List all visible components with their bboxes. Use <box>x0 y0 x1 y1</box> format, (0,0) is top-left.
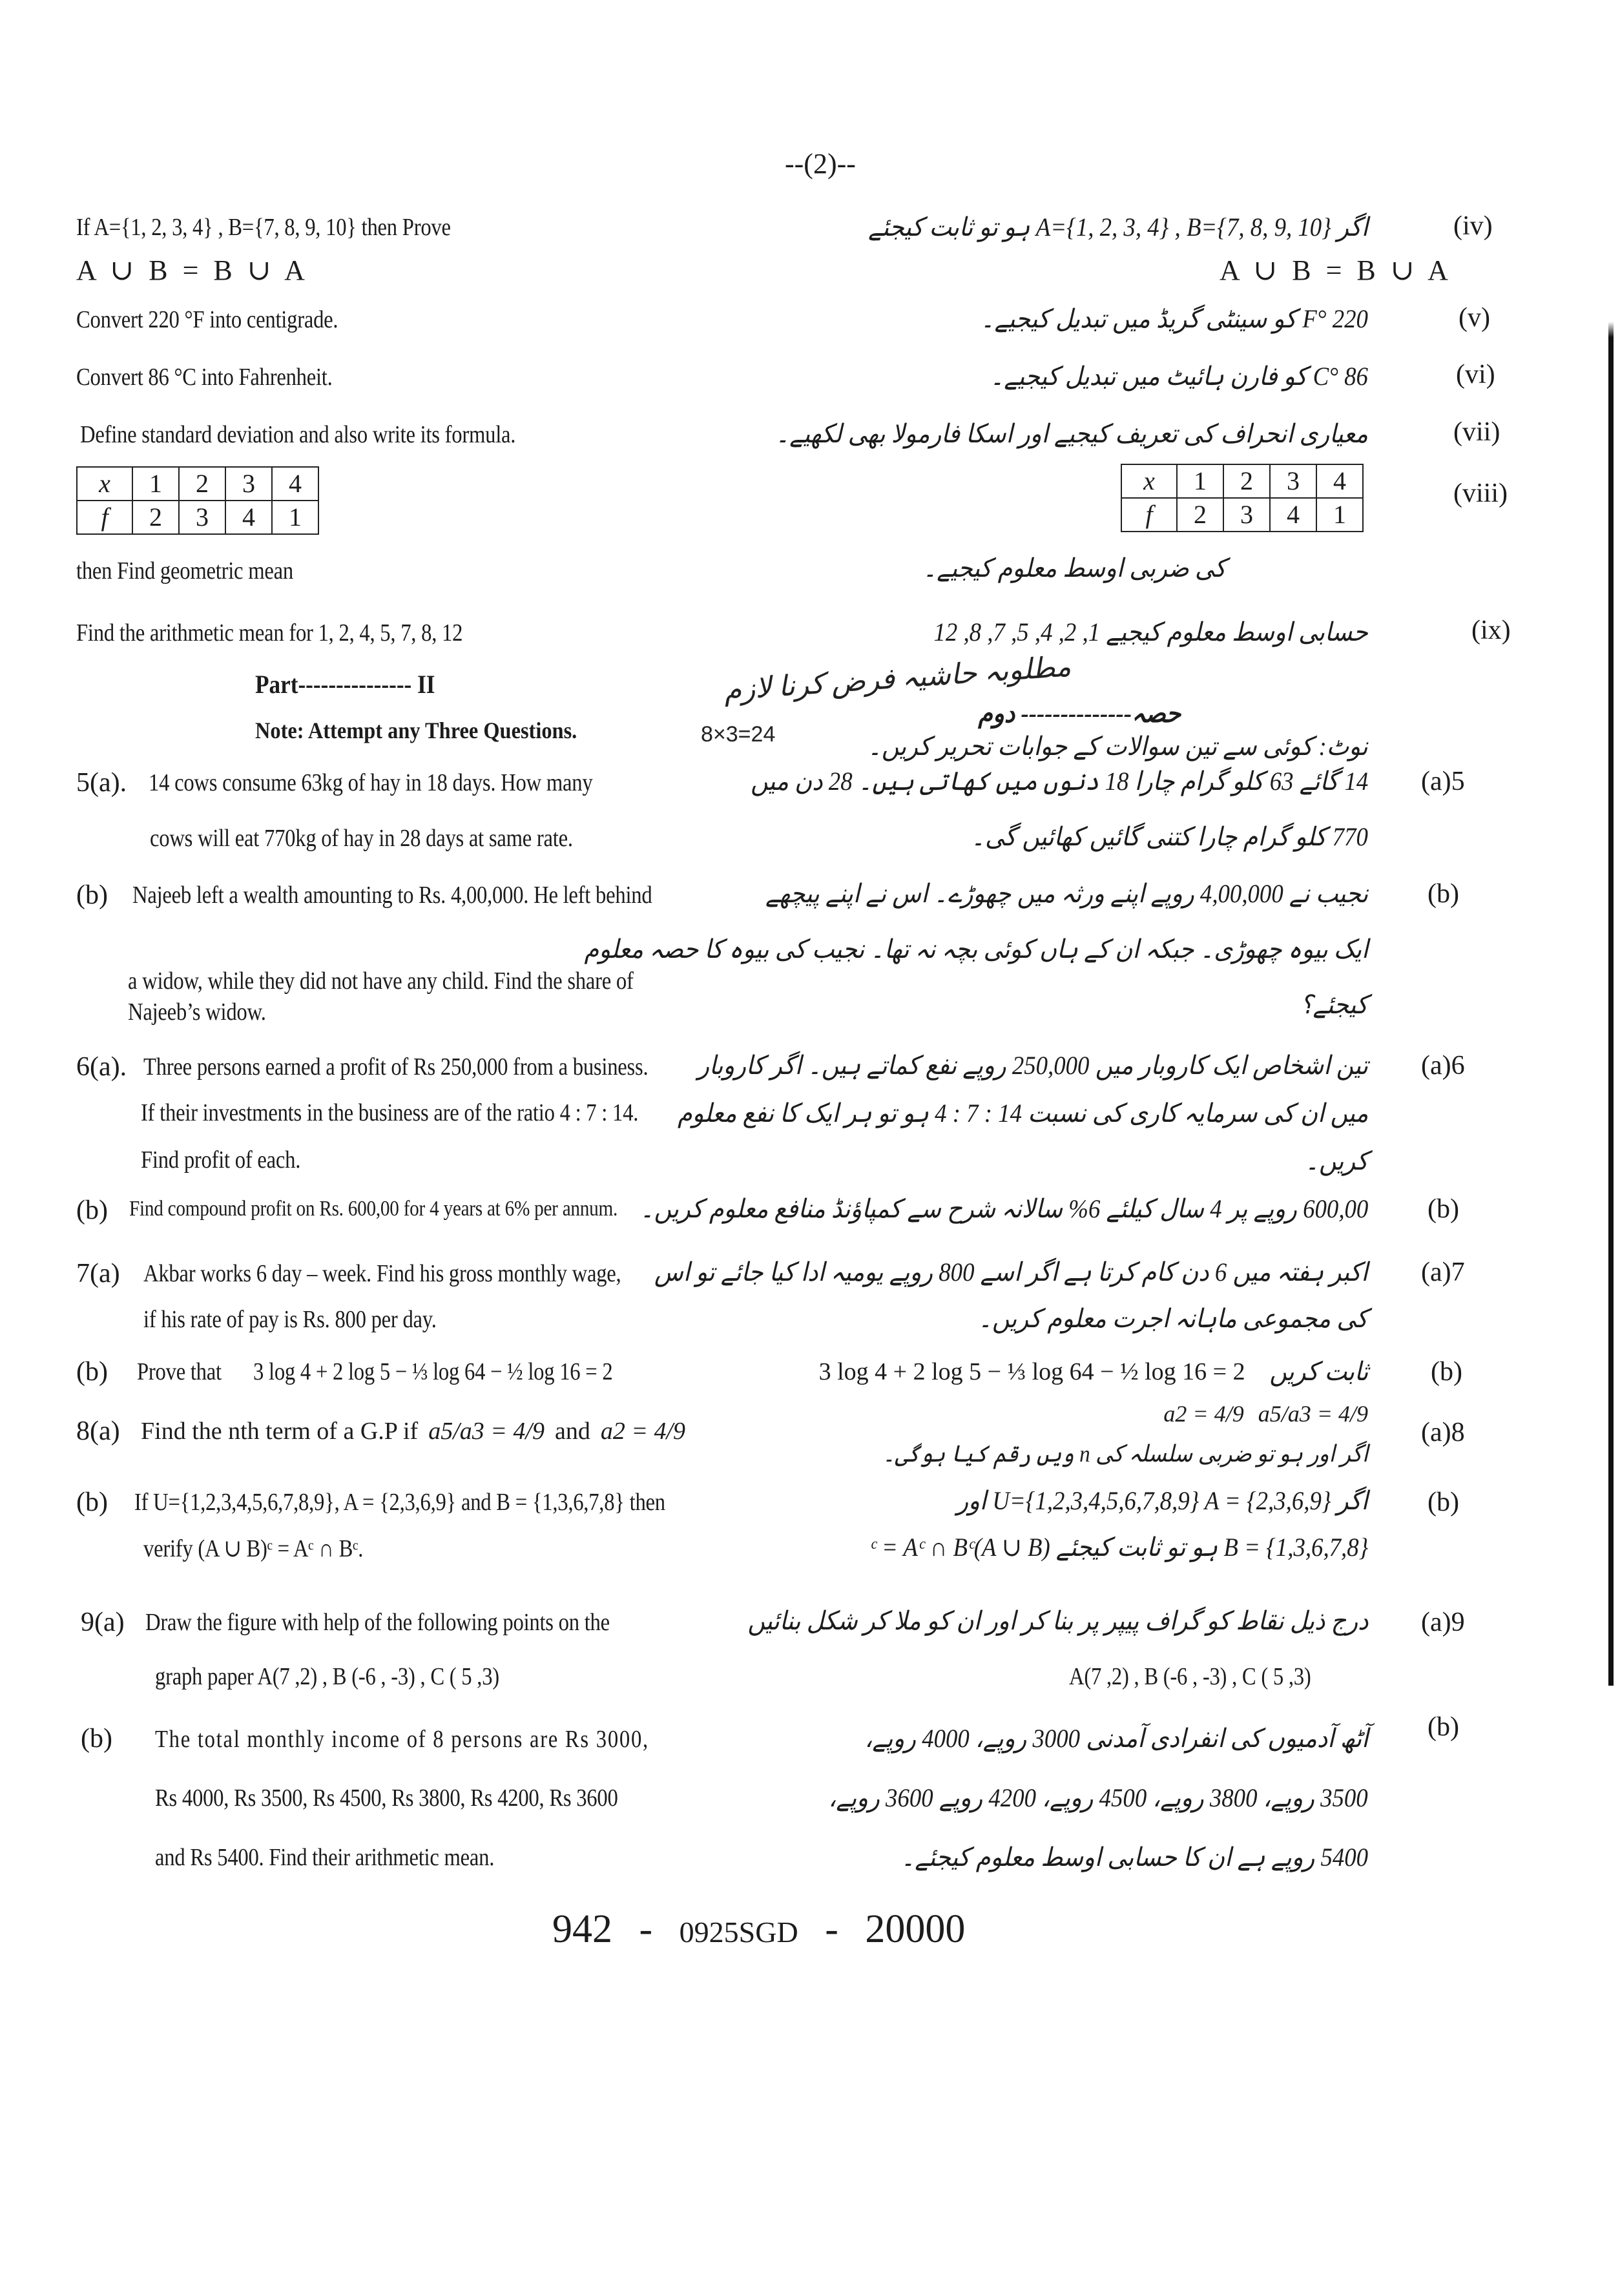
q7a-ur-line: کی مجموعی ماہانہ اجرت معلوم کریں۔ <box>978 1304 1368 1333</box>
q9b-en-line: The total monthly income of 8 persons are Rs 3000, <box>155 1726 649 1753</box>
q8b-number: (b) <box>76 1487 108 1517</box>
q8b-en-line: If U={1,2,3,4,5,6,7,8,9}, A = {2,3,6,9} and B = {1,3,6,7,8} then <box>134 1489 665 1516</box>
q9b-en-line: and Rs 5400. Find their arithmetic mean. <box>155 1844 495 1871</box>
table-cell: 3 <box>225 467 272 501</box>
q5b-ur-line: نجیب نے 4,00,000 روپے اپنے ورثہ میں چھوڑے۔ اس نے اپنے پیچھے <box>765 879 1368 908</box>
q8a-ur-ratio: a5/a3 = 4/9 <box>1258 1401 1368 1427</box>
table-cell: 4 <box>225 501 272 534</box>
q5b-ur-number: (b) <box>1428 879 1459 909</box>
footer-sep: - <box>825 1907 838 1951</box>
q6b-ur-number: (b) <box>1428 1194 1459 1224</box>
table-cell: x <box>1121 464 1177 498</box>
q7b-ur-prefix: ثابت کریں <box>1269 1357 1368 1386</box>
footer-middle: 0925SGD <box>679 1916 798 1949</box>
q9a-en-line: Draw the figure with help of the following points on the <box>145 1609 610 1636</box>
handwritten-note: مطلوبہ حاشیہ فرض کرنا لازم <box>722 650 1072 707</box>
q-iv-number: (iv) <box>1453 211 1493 241</box>
q-vii-number: (vii) <box>1453 417 1501 447</box>
q5b-number: (b) <box>76 880 108 910</box>
table-cell: 3 <box>1223 498 1270 532</box>
q-iv-en-line2: A ∪ B = B ∪ A <box>76 254 309 286</box>
q-viii-en: then Find geometric mean <box>76 557 293 584</box>
page-number-header: --(2)-- <box>785 148 856 180</box>
table-cell: x <box>77 467 132 501</box>
q5a-en-line: cows will eat 770kg of hay in 28 days at same rate. <box>150 825 573 852</box>
frequency-table-en <box>76 466 319 535</box>
q9a-en-line: graph paper A(7 ,2) , B (-6 , -3) , C ( 5 ,3) <box>155 1663 499 1690</box>
q8a-ratio: a5/a3 = 4/9 <box>428 1418 545 1445</box>
q8b-ur-number: (b) <box>1428 1487 1459 1517</box>
q9b-ur-number: (b) <box>1428 1712 1459 1742</box>
q9b-number: (b) <box>81 1724 112 1753</box>
scan-edge-divider <box>1608 136 1614 1686</box>
q9a-ur-number: (a)9 <box>1421 1608 1465 1637</box>
q8a-en-row <box>141 1417 685 1445</box>
q-viii-ur: کی ضربی اوسط معلوم کیجیے۔ <box>922 553 1226 583</box>
q8a-number: 8(a) <box>76 1416 120 1446</box>
part-two-title-ur: حصہ-------------- دوم <box>978 699 1181 728</box>
q-vii-ur: معیاری انحراف کی تعریف کیجیے اور اسکا فارمولا بھی لکھیے۔ <box>775 419 1368 448</box>
q8a-and: and <box>554 1418 590 1445</box>
q-vi-ur: 86 °C کو فارن ہائیٹ میں تبدیل کیجیے۔ <box>990 362 1368 391</box>
q6b-number: (b) <box>76 1195 108 1225</box>
q7a-en-line: Akbar works 6 day – week. Find his gross monthly wage, <box>143 1260 621 1287</box>
q9a-ur-line: درج ذیل نقاط کو گراف پیپر پر بنا کر اور ان کو ملا کر شکل بنائیں <box>747 1606 1368 1635</box>
q9b-ur-line: 5400 روپے ہے ان کا حسابی اوسط معلوم کیجئے۔ <box>900 1843 1368 1872</box>
q6b-en-line: Find compound profit on Rs. 600,00 for 4 years at 6% per annum. <box>129 1197 618 1221</box>
q-vii-en: Define standard deviation and also write its formula. <box>80 421 516 448</box>
q6a-ur-line: تین اشخاص ایک کاروبار میں 250,000 روپے نفع کماتے ہیں۔ اگر کاروبار <box>698 1051 1368 1080</box>
q-iv-en-line1: If A={1, 2, 3, 4} , B={7, 8, 9, 10} then Prove <box>76 214 451 241</box>
q8a-en-prefix: Find the nth term of a G.P if <box>141 1418 419 1445</box>
part-two-note-en: Note: Attempt any Three Questions. <box>255 718 577 743</box>
footer-right: 20000 <box>865 1907 966 1951</box>
frequency-table-ur <box>1121 464 1364 532</box>
table-cell: f <box>1121 498 1177 532</box>
q7b-en-prefix: Prove that <box>137 1358 222 1385</box>
q7b-ur-row <box>819 1356 1368 1387</box>
table-cell: 1 <box>132 467 179 501</box>
q8a-ur-number: (a)8 <box>1421 1418 1465 1447</box>
table-row-f <box>1121 498 1363 532</box>
q-ix-number: (ix) <box>1471 615 1511 645</box>
q-ix-en: Find the arithmetic mean for 1, 2, 4, 5, 7, 8, 12 <box>76 619 463 646</box>
table-cell: f <box>77 501 132 534</box>
q8b-ur-line: اگر U={1,2,3,4,5,6,7,8,9} A = {2,3,6,9} اور <box>957 1486 1368 1515</box>
paper-code-footer <box>552 1907 965 1952</box>
table-cell: 1 <box>272 501 318 534</box>
q-v-number: (v) <box>1459 303 1490 333</box>
q6a-ur-line: کریں۔ <box>1305 1146 1368 1175</box>
q5a-ur-number: (a)5 <box>1421 767 1465 796</box>
table-row-x <box>1121 464 1363 498</box>
q9b-ur-line: 3500 روپے، 3800 روپے، 4500 روپے، 4200 روپے 3600 روپے، <box>828 1783 1368 1812</box>
q7a-en-line: if his rate of pay is Rs. 800 per day. <box>143 1306 437 1333</box>
table-cell: 2 <box>179 467 225 501</box>
q9a-number: 9(a) <box>81 1608 125 1637</box>
marks-annotation: 8×3=24 <box>701 722 776 747</box>
q-v-ur: 220 °F کو سینٹی گریڈ میں تبدیل کیجیے۔ <box>981 304 1368 333</box>
q8a-ur-text: اگر اور ہو تو ضربی سلسلہ کی n ویں رقم کیا ہوگی۔ <box>882 1441 1368 1467</box>
q5a-en-line: 14 cows consume 63kg of hay in 18 days. How many <box>149 769 593 796</box>
q-iv-ur-line1: اگر A={1, 2, 3, 4} , B={7, 8, 9, 10} ہو تو ثابت کیجئے <box>868 212 1368 242</box>
q-vi-number: (vi) <box>1456 360 1495 389</box>
table-cell: 2 <box>1177 498 1223 532</box>
q8a-ur-a2: a2 = 4/9 <box>1163 1401 1244 1427</box>
table-cell: 4 <box>1270 498 1316 532</box>
table-cell: 2 <box>1223 464 1270 498</box>
q-iv-ur-line2: A ∪ B = B ∪ A <box>1220 254 1452 286</box>
q6a-en-line: Find profit of each. <box>141 1146 301 1174</box>
q7b-ur-math: 3 log 4 + 2 log 5 − ⅓ log 64 − ½ log 16 = 2 <box>818 1358 1245 1385</box>
table-row-x <box>77 467 318 501</box>
q7b-ur-number: (b) <box>1431 1357 1462 1387</box>
q5b-en-line: a widow, while they did not have any child. Find the share of <box>128 967 634 995</box>
q9b-en-line: Rs 4000, Rs 3500, Rs 4500, Rs 3800, Rs 4200, Rs 3600 <box>155 1784 618 1812</box>
q6a-ur-line: میں ان کی سرمایہ کاری کی نسبت 14 : 7 : 4 ہو تو ہر ایک کا نفع معلوم <box>677 1099 1368 1128</box>
q6a-number: 6(a). <box>76 1052 127 1082</box>
q7b-en-math: 3 log 4 + 2 log 5 − ⅓ log 64 − ½ log 16 = 2 <box>253 1358 613 1385</box>
q-vi-en: Convert 86 °C into Fahrenheit. <box>76 364 333 391</box>
table-cell: 3 <box>179 501 225 534</box>
q5b-ur-line: کیجئے؟ <box>1300 990 1368 1019</box>
q9a-ur-points: A(7 ,2) , B (-6 , -3) , C ( 5 ,3) <box>1069 1663 1311 1690</box>
table-cell: 1 <box>1316 498 1363 532</box>
q-v-en: Convert 220 °F into centigrade. <box>76 306 338 333</box>
footer-left: 942 <box>552 1907 612 1951</box>
table-cell: 2 <box>132 501 179 534</box>
q5b-en-line: Najeeb left a wealth amounting to Rs. 4,00,000. He left behind <box>132 882 652 909</box>
q7a-ur-number: (a)7 <box>1421 1257 1465 1287</box>
q8a-a2: a2 = 4/9 <box>600 1418 686 1445</box>
q5a-ur-line: 14 گائے 63 کلو گرام چارا 18 دنوں میں کھاتی ہیں۔ 28 دن میں <box>750 767 1368 796</box>
q5a-number: 5(a). <box>76 768 127 798</box>
q-ix-ur: حسابی اوسط معلوم کیجیے 1, 2, 4, 5, 7, 8, 12 <box>933 617 1368 646</box>
table-cell: 4 <box>272 467 318 501</box>
q-viii-number: (viii) <box>1453 479 1508 508</box>
q6a-en-line: If their investments in the business are of the ratio 4 : 7 : 14. <box>141 1099 639 1126</box>
q7b-number: (b) <box>76 1357 108 1387</box>
footer-sep: - <box>639 1907 653 1951</box>
part-two-note-ur: نوٹ: کوئی سے تین سوالات کے جوابات تحریر کریں۔ <box>867 732 1368 761</box>
q8a-ur-row <box>1163 1400 1368 1427</box>
q9b-ur-line: آٹھ آدمیوں کی انفرادی آمدنی 3000 روپے، 4000 روپے، <box>864 1724 1368 1753</box>
q8b-en-line: verify (A ∪ B)ᶜ = Aᶜ ∩ Bᶜ. <box>143 1535 364 1562</box>
q6b-ur-line: 600,00 روپے پر 4 سال کیلئے 6% سالانہ شرح سے کمپاؤنڈ منافع معلوم کریں۔ <box>639 1194 1368 1223</box>
q5b-en-line: Najeeb’s widow. <box>128 998 266 1026</box>
q7a-number: 7(a) <box>76 1259 120 1288</box>
q8b-ur-line: B = {1,3,6,7,8} ہو تو ثابت کیجئے (A ∪ B)ᶜ = Aᶜ ∩ Bᶜ <box>869 1533 1368 1562</box>
part-two-title-en: Part--------------- II <box>255 670 435 699</box>
table-cell: 3 <box>1270 464 1316 498</box>
q5b-ur-line: ایک بیوہ چھوڑی۔ جبکہ ان کے ہاں کوئی بچہ نہ تھا۔ نجیب کی بیوہ کا حصہ معلوم <box>584 935 1368 964</box>
q5a-ur-line: 770 کلو گرام چارا کتنی گائیں کھائیں گی۔ <box>971 822 1368 851</box>
table-cell: 1 <box>1177 464 1223 498</box>
table-cell: 4 <box>1316 464 1363 498</box>
q6a-en-line: Three persons earned a profit of Rs 250,000 from a business. <box>143 1053 649 1081</box>
table-row-f <box>77 501 318 534</box>
q7a-ur-line: اکبر ہفتہ میں 6 دن کام کرتا ہے اگر اسے 800 روپے یومیہ ادا کیا جائے تو اس <box>654 1257 1368 1287</box>
q6a-ur-number: (a)6 <box>1421 1051 1465 1081</box>
